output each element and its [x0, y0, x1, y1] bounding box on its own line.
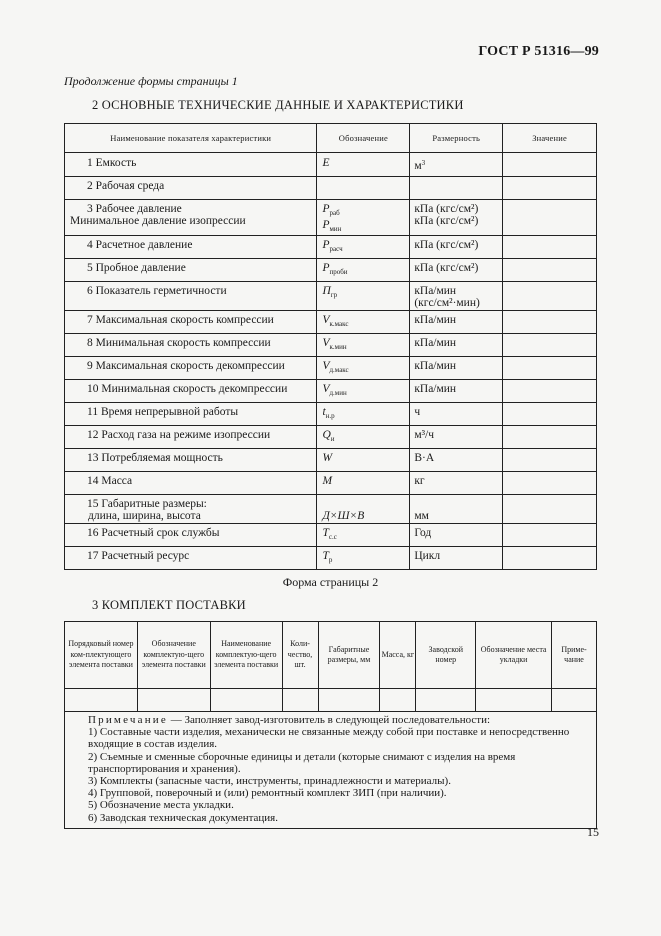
row-unit: кПа (кгс/см²)	[410, 236, 503, 259]
row-unit: м³/ч	[410, 426, 503, 449]
table-row	[65, 334, 597, 357]
column-header: Обозначение комплектую-щего элемента поставки	[137, 622, 210, 689]
row-symbol: W	[317, 449, 410, 472]
row-value	[503, 334, 597, 357]
table-row	[65, 153, 597, 177]
column-header: Порядковый номер ком-плектующего элемента поставки	[65, 622, 138, 689]
note-item: 6) Заводская техническая документация.	[88, 811, 278, 824]
note-row	[65, 712, 597, 829]
table-row	[65, 472, 597, 495]
empty-cell	[318, 689, 380, 712]
row-unit: кПа (кгс/см²) кПа (кгс/см²)	[410, 200, 503, 236]
row-value	[503, 259, 597, 282]
table-row	[65, 524, 597, 547]
row-unit: Год	[410, 524, 503, 547]
row-value	[503, 200, 597, 236]
note-item: 4) Групповой, поверочный и (или) ремонтный комплект ЗИП (при наличии).	[88, 787, 447, 800]
note-cell	[65, 712, 597, 829]
row-symbol: $T_{с.с}$	[317, 524, 410, 547]
row-value	[503, 495, 597, 524]
row-unit: кПа (кгс/см²)	[410, 259, 503, 282]
row-symbol: $t_{н.р}$	[317, 403, 410, 426]
row-unit: ч	[410, 403, 503, 426]
row-name: 11 Время непрерывной работы	[65, 403, 317, 426]
row-name: 1 Емкость	[65, 153, 317, 177]
table-row	[65, 426, 597, 449]
section2-title: 2 ОСНОВНЫЕ ТЕХНИЧЕСКИЕ ДАННЫЕ И ХАРАКТЕРИСТИКИ	[92, 98, 464, 112]
table-row	[65, 357, 597, 380]
row-unit: кг	[410, 472, 503, 495]
row-name: 14 Масса	[65, 472, 317, 495]
row-value	[503, 236, 597, 259]
empty-cell	[137, 689, 210, 712]
table-row	[65, 200, 597, 236]
row-name: 6 Показатель герметичности	[65, 282, 317, 311]
row-value	[503, 357, 597, 380]
row-name: 13 Потребляемая мощность	[65, 449, 317, 472]
row-unit: кПа/мин (кгс/см²·мин)	[410, 282, 503, 311]
row-unit: $м^3$	[410, 153, 503, 177]
row-value	[503, 153, 597, 177]
note-label: Примечание	[88, 714, 168, 726]
empty-cell	[210, 689, 282, 712]
row-value	[503, 282, 597, 311]
row-name: 9 Максимальная скорость декомпрессии	[65, 357, 317, 380]
table-row	[65, 282, 597, 311]
column-header: Наименование показателя характеристики	[65, 124, 317, 153]
section3-title: 3 КОМПЛЕКТ ПОСТАВКИ	[92, 598, 246, 612]
empty-cell	[65, 689, 138, 712]
form-page2-caption: Форма страницы 2	[282, 575, 379, 589]
table-row	[65, 689, 597, 712]
table-header-row	[65, 622, 597, 689]
row-symbol: $Q_и$	[317, 426, 410, 449]
empty-cell	[416, 689, 476, 712]
row-symbol: $P_{раб}$ $P_{мин}$	[317, 200, 410, 236]
characteristics-table	[64, 123, 597, 570]
row-unit: В·А	[410, 449, 503, 472]
row-unit: кПа/мин	[410, 311, 503, 334]
row-symbol: M	[317, 472, 410, 495]
row-symbol: Д×Ш×В	[317, 495, 410, 524]
row-name: 17 Расчетный ресурс	[65, 547, 317, 570]
row-symbol: $P_{расч}$	[317, 236, 410, 259]
note-item: 3) Комплекты (запасные части, инструменты, принадлежности и материалы).	[88, 775, 451, 788]
row-symbol: $P_{проби}$	[317, 259, 410, 282]
row-unit: мм	[410, 495, 503, 524]
row-unit: Цикл	[410, 547, 503, 570]
row-symbol: $T_р$	[317, 547, 410, 570]
row-name: 12 Расход газа на режиме изопрессии	[65, 426, 317, 449]
row-symbol: $V_{к.мин}$	[317, 334, 410, 357]
continuation-caption: Продолжение формы страницы 1	[64, 74, 238, 88]
note-item: 1) Составные части изделия, механически не связанные между собой при поставке и непосредственно входящие в состав изделия.	[88, 726, 570, 751]
column-header: Масса, кг	[380, 622, 416, 689]
table-header-row	[65, 124, 597, 153]
note-intro: Примечание — Заполняет завод-изготовитель в следующей последовательности:	[88, 714, 491, 726]
row-symbol: $П_{гр}$	[317, 282, 410, 311]
row-name: 16 Расчетный срок службы	[65, 524, 317, 547]
column-header: Размерность	[410, 124, 503, 153]
row-symbol	[317, 177, 410, 200]
column-header: Габаритные размеры, мм	[318, 622, 380, 689]
row-name: 7 Максимальная скорость компрессии	[65, 311, 317, 334]
row-symbol: $V_{д.мин}$	[317, 380, 410, 403]
empty-cell	[380, 689, 416, 712]
row-name: 3 Рабочее давление Минимальное давление изопрессии	[65, 200, 317, 236]
column-header: Обозначение	[317, 124, 410, 153]
empty-cell	[476, 689, 552, 712]
row-value	[503, 472, 597, 495]
column-header: Заводской номер	[416, 622, 476, 689]
table-row	[65, 311, 597, 334]
row-unit	[410, 177, 503, 200]
row-value	[503, 524, 597, 547]
row-unit: кПа/мин	[410, 380, 503, 403]
standard-number: ГОСТ Р 51316—99	[478, 44, 599, 59]
row-value	[503, 177, 597, 200]
row-symbol: $V_{к.макс}$	[317, 311, 410, 334]
row-value	[503, 403, 597, 426]
column-header: Значение	[503, 124, 597, 153]
row-value	[503, 547, 597, 570]
column-header: Наименование комплектую-щего элемента поставки	[210, 622, 282, 689]
table-row	[65, 177, 597, 200]
note-item: 2) Съемные и сменные сборочные единицы и детали (которые снимают с изделия на время транспортирования и хранения).	[88, 750, 516, 775]
row-name: 5 Пробное давление	[65, 259, 317, 282]
row-value	[503, 449, 597, 472]
table-row	[65, 403, 597, 426]
column-header: Приме-чание	[552, 622, 597, 689]
row-value	[503, 311, 597, 334]
table-row	[65, 449, 597, 472]
row-value	[503, 426, 597, 449]
row-name: 2 Рабочая среда	[65, 177, 317, 200]
table-row	[65, 236, 597, 259]
row-name: 8 Минимальная скорость компрессии	[65, 334, 317, 357]
note-item: 5) Обозначение места укладки.	[88, 799, 234, 812]
table-row	[65, 259, 597, 282]
row-name: 4 Расчетное давление	[65, 236, 317, 259]
row-name: 15 Габаритные размеры: длина, ширина, высота	[65, 495, 317, 524]
column-header: Обозначение места укладки	[476, 622, 552, 689]
row-unit: кПа/мин	[410, 334, 503, 357]
column-header: Коли-чество, шт.	[282, 622, 318, 689]
row-symbol: E	[317, 153, 410, 177]
table-row	[65, 380, 597, 403]
page-number: 15	[587, 825, 599, 839]
table-row	[65, 495, 597, 524]
delivery-set-table	[64, 621, 597, 829]
row-name: 10 Минимальная скорость декомпрессии	[65, 380, 317, 403]
table-row	[65, 547, 597, 570]
row-value	[503, 380, 597, 403]
empty-cell	[552, 689, 597, 712]
row-symbol: $V_{д.макс}$	[317, 357, 410, 380]
empty-cell	[282, 689, 318, 712]
row-unit: кПа/мин	[410, 357, 503, 380]
